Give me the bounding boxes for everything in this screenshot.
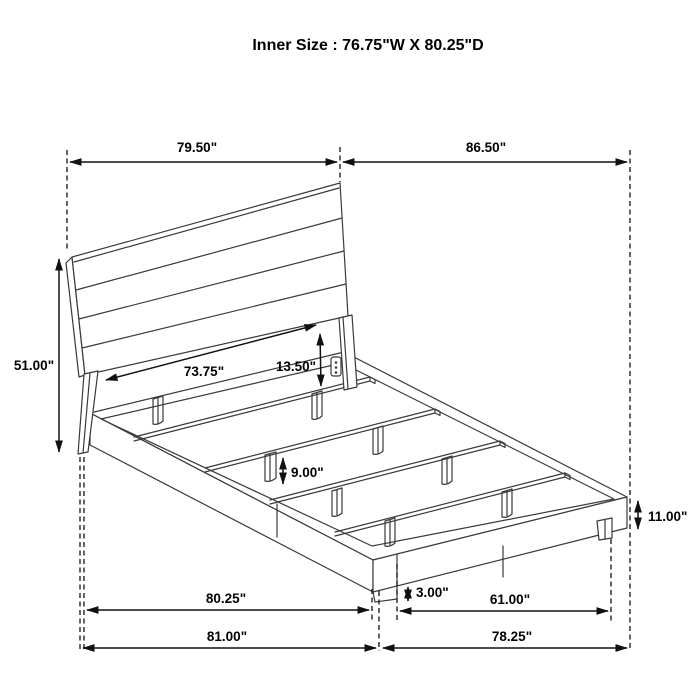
dim-side-rail-height xyxy=(638,501,687,529)
dim-label-headboard-height: 51.00" xyxy=(13,358,55,373)
dim-platform-length xyxy=(87,591,369,610)
dim-overall-depth-top xyxy=(343,140,627,162)
dim-label-support-leg-height: 9.00" xyxy=(291,465,324,480)
dim-label-foot-leg-span: 61.00" xyxy=(489,592,531,607)
dim-label-headboard-width-top: 79.50" xyxy=(176,140,218,155)
dim-label-inner-headboard-width: 73.75" xyxy=(183,364,225,379)
dim-label-overall-length-right: 78.25" xyxy=(491,629,533,644)
dim-overall-length-left xyxy=(83,629,376,648)
dim-label-headboard-bottom-to-rail: 13.50" xyxy=(275,359,316,374)
dim-label-overall-length-left: 81.00" xyxy=(206,629,248,644)
platform-frame xyxy=(90,352,627,602)
dim-label-side-rail-height: 11.00" xyxy=(648,509,688,524)
dim-headboard-height xyxy=(14,259,59,452)
rail-bracket xyxy=(331,357,341,376)
dim-floor-clearance xyxy=(408,585,449,601)
dim-overall-length-right xyxy=(383,629,627,648)
dim-label-floor-clearance: 3.00" xyxy=(416,585,449,600)
dim-label-platform-length: 80.25" xyxy=(205,591,247,606)
dim-label-overall-depth-top: 86.50" xyxy=(465,140,507,155)
page-title: Inner Size : 76.75"W X 80.25"D xyxy=(252,37,484,54)
headboard-panel xyxy=(72,183,348,375)
dim-headboard-width-top xyxy=(70,140,337,162)
